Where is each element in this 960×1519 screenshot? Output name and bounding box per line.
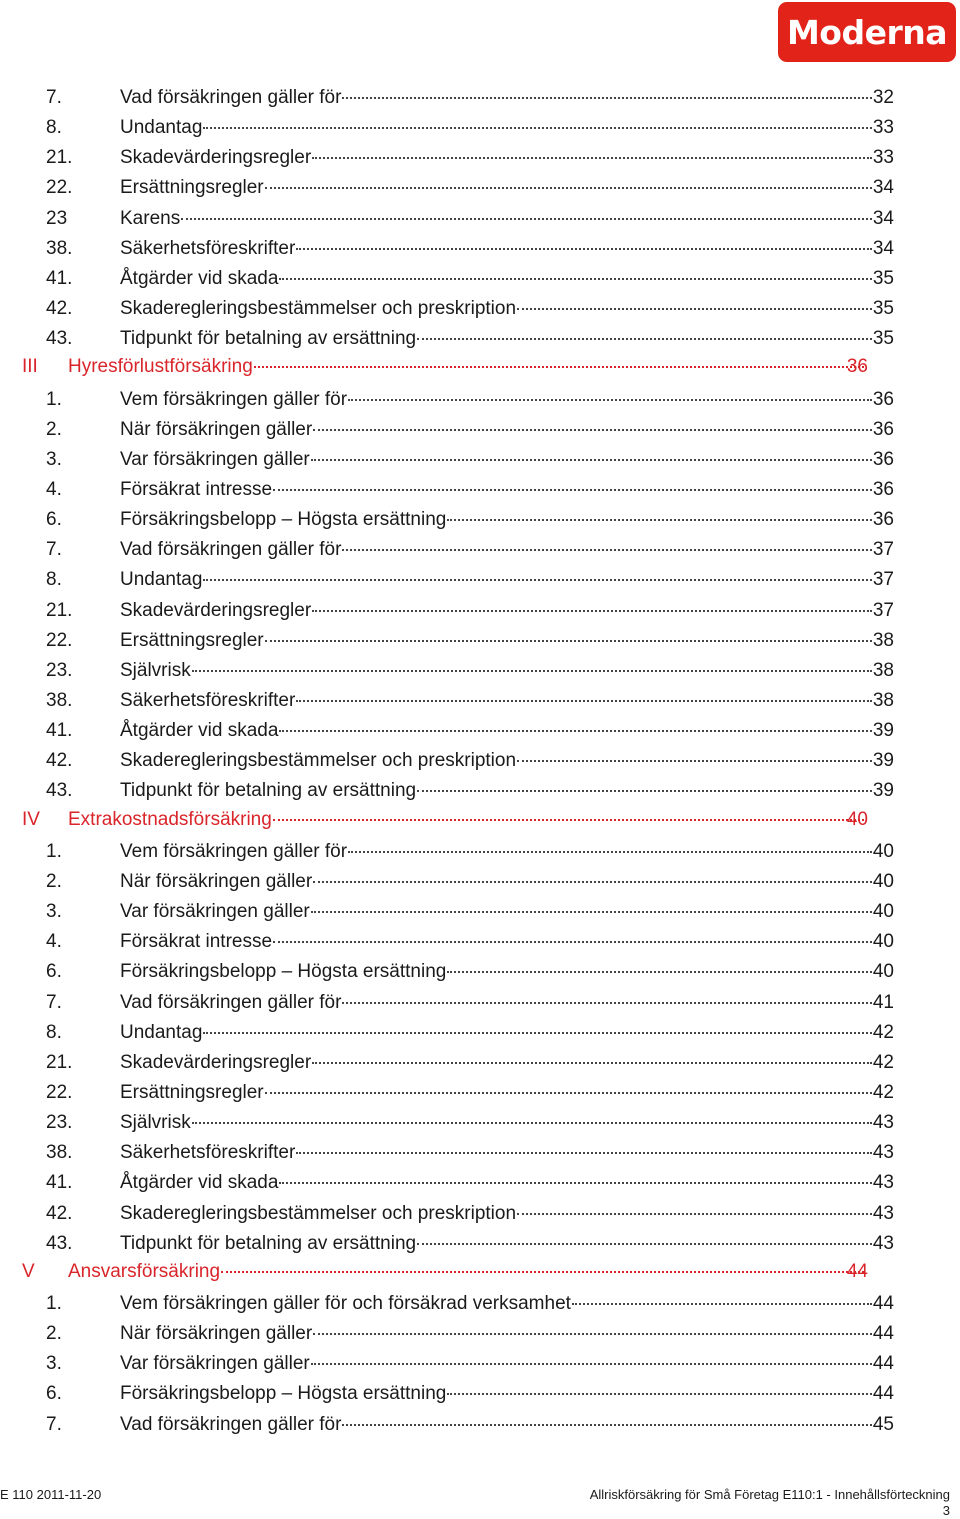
toc-entry-number: 1.	[46, 841, 62, 862]
toc-entry-page: 36	[872, 389, 894, 410]
toc-entry-title: Skadevärderingsregler	[120, 598, 311, 624]
toc-entry-page: 40	[872, 841, 894, 862]
toc-entry-number: 2.	[46, 1323, 62, 1344]
toc-entry[interactable]	[0, 1170, 960, 1196]
toc-entry-title: Säkerhetsföreskrifter	[120, 236, 295, 262]
toc-entry-number: 38.	[46, 238, 73, 259]
toc-entry-title-with-leader	[120, 85, 873, 111]
toc-entry[interactable]	[0, 598, 960, 624]
toc-entry-number: 41.	[46, 1172, 73, 1193]
toc-entry-page: 34	[872, 177, 894, 198]
dot-leader	[417, 786, 872, 792]
toc-entry-title-with-leader	[120, 1110, 873, 1136]
toc-entry[interactable]	[0, 1412, 960, 1438]
dot-leader	[265, 1088, 872, 1094]
toc-entry-title: Ersättningsregler	[120, 1080, 264, 1106]
toc-entry-number: 8.	[46, 569, 62, 590]
toc-entry-page: 43	[872, 1203, 894, 1224]
toc-entry-title-with-leader	[120, 296, 873, 322]
toc-entry-title: Undantag	[120, 567, 202, 593]
toc-entry-number: 7.	[46, 539, 62, 560]
toc-entry-number: 23.	[46, 660, 73, 681]
toc-entry-title: När försäkringen gäller	[120, 1321, 312, 1347]
toc-entry-number: 23	[46, 208, 68, 229]
toc-entry-page: 44	[846, 1261, 868, 1282]
toc-entry-number: 22.	[46, 630, 73, 651]
toc-entry-number: 43.	[46, 328, 73, 349]
toc-entry-title: Vem försäkringen gäller för	[120, 387, 347, 413]
toc-entry-page: 39	[872, 750, 894, 771]
toc-entry-page: 40	[872, 961, 894, 982]
toc-entry[interactable]	[0, 1381, 960, 1407]
toc-entry-title: Åtgärder vid skada	[120, 1170, 278, 1196]
toc-entry-title-with-leader	[120, 236, 873, 262]
toc-entry-page: 36	[872, 509, 894, 530]
toc-entry-page: 43	[872, 1112, 894, 1133]
toc-entry[interactable]	[0, 718, 960, 744]
toc-entry-title: Ansvarsförsäkring	[68, 1259, 220, 1285]
toc-section-heading[interactable]	[0, 1259, 960, 1285]
toc-entry-title: När försäkringen gäller	[120, 869, 312, 895]
toc-entry-page: 42	[872, 1022, 894, 1043]
toc-entry[interactable]	[0, 326, 960, 352]
toc-entry-title: Hyresförlustförsäkring	[68, 354, 253, 380]
toc-entry-title-with-leader	[120, 507, 873, 533]
toc-entry-title-with-leader	[120, 1291, 873, 1317]
toc-entry-page: 39	[872, 780, 894, 801]
toc-entry[interactable]	[0, 1231, 960, 1257]
toc-entry-title-with-leader	[120, 1231, 873, 1257]
toc-entry-title: Vad försäkringen gäller för	[120, 990, 341, 1016]
dot-leader	[311, 907, 872, 913]
toc-entry-title-with-leader	[120, 1020, 873, 1046]
toc-entry-title-with-leader	[120, 567, 873, 593]
toc-entry-title: Skaderegleringsbestämmelser och preskription	[120, 296, 516, 322]
toc-entry-title-with-leader	[68, 1259, 865, 1285]
dot-leader	[279, 726, 872, 732]
toc-entry[interactable]	[0, 296, 960, 322]
toc-entry-title: Vad försäkringen gäller för	[120, 1412, 341, 1438]
toc-entry-title-with-leader	[120, 206, 873, 232]
toc-entry-title-with-leader	[120, 1351, 873, 1377]
toc-entry-title: Försäkringsbelopp – Högsta ersättning	[120, 1381, 446, 1407]
toc-entry[interactable]	[0, 1080, 960, 1106]
dot-leader	[312, 1058, 872, 1064]
toc-entry-title-with-leader	[120, 839, 873, 865]
toc-entry-title-with-leader	[120, 1412, 873, 1438]
toc-entry-title-with-leader	[120, 778, 873, 804]
toc-entry-number: 43.	[46, 1233, 73, 1254]
toc-entry[interactable]	[0, 1140, 960, 1166]
toc-entry-number: 7.	[46, 87, 62, 108]
toc-entry-title: Tidpunkt för betalning av ersättning	[120, 326, 416, 352]
dot-leader	[192, 666, 872, 672]
toc-entry-title-with-leader	[120, 929, 873, 955]
dot-leader	[417, 1239, 872, 1245]
dot-leader	[254, 362, 864, 368]
toc-entry-page: 42	[872, 1052, 894, 1073]
toc-entry-title: Tidpunkt för betalning av ersättning	[120, 778, 416, 804]
toc-entry-title: Försäkringsbelopp – Högsta ersättning	[120, 959, 446, 985]
toc-entry-title-with-leader	[120, 1201, 873, 1227]
toc-entry[interactable]	[0, 959, 960, 985]
toc-entry[interactable]	[0, 1321, 960, 1347]
dot-leader	[312, 606, 872, 612]
toc-entry-title-with-leader	[120, 1381, 873, 1407]
toc-entry-number: 23.	[46, 1112, 73, 1133]
toc-entry-number: V	[22, 1261, 35, 1282]
toc-entry-title-with-leader	[120, 748, 873, 774]
toc-entry-title-with-leader	[120, 115, 873, 141]
toc-entry-number: 42.	[46, 750, 73, 771]
toc-entry-title: Vad försäkringen gäller för	[120, 537, 341, 563]
toc-entry-number: 4.	[46, 479, 62, 500]
toc-entry-page: 44	[872, 1323, 894, 1344]
toc-entry-title-with-leader	[120, 628, 873, 654]
toc-entry-number: 21.	[46, 147, 73, 168]
toc-entry-title-with-leader	[120, 387, 873, 413]
dot-leader	[221, 1267, 864, 1273]
dot-leader	[517, 756, 872, 762]
toc-entry-number: 21.	[46, 1052, 73, 1073]
toc-entry-title: När försäkringen gäller	[120, 417, 312, 443]
toc-entry-page: 35	[872, 328, 894, 349]
toc-entry-title-with-leader	[120, 658, 873, 684]
toc-entry-title-with-leader	[120, 1170, 873, 1196]
toc-section-heading[interactable]	[0, 354, 960, 380]
toc-entry-number: 6.	[46, 1383, 62, 1404]
toc-entry-number: 38.	[46, 690, 73, 711]
toc-entry-number: 8.	[46, 117, 62, 138]
toc-entry-title: Ersättningsregler	[120, 175, 264, 201]
toc-entry-title: Ersättningsregler	[120, 628, 264, 654]
toc-entry[interactable]	[0, 567, 960, 593]
toc-entry-title-with-leader	[120, 447, 873, 473]
dot-leader	[296, 244, 872, 250]
dot-leader	[348, 847, 872, 853]
toc-entry[interactable]	[0, 869, 960, 895]
toc-entry-page: 35	[872, 298, 894, 319]
footer-document-title: Allriskförsäkring för Små Företag E110:1 - Innehållsförteckning	[589, 1487, 950, 1502]
toc-entry[interactable]	[0, 839, 960, 865]
toc-entry-title: Skadevärderingsregler	[120, 145, 311, 171]
dot-leader	[447, 967, 872, 973]
toc-entry-title: Försäkrat intresse	[120, 477, 272, 503]
toc-entry-page: 33	[872, 117, 894, 138]
toc-entry-title: Åtgärder vid skada	[120, 266, 278, 292]
toc-entry[interactable]	[0, 115, 960, 141]
toc-entry-title-with-leader	[120, 718, 873, 744]
toc-entry-page: 43	[872, 1142, 894, 1163]
dot-leader	[517, 304, 872, 310]
toc-entry-title: Självrisk	[120, 658, 191, 684]
toc-entry[interactable]	[0, 206, 960, 232]
toc-entry-title-with-leader	[120, 175, 873, 201]
toc-entry-title-with-leader	[120, 537, 873, 563]
dot-leader	[572, 1299, 872, 1305]
toc-entry-page: 37	[872, 600, 894, 621]
toc-entry-title: Var försäkringen gäller	[120, 447, 310, 473]
toc-entry-title: Vem försäkringen gäller för	[120, 839, 347, 865]
toc-entry-title-with-leader	[120, 1140, 873, 1166]
toc-entry-title-with-leader	[120, 1321, 873, 1347]
toc-entry-number: 42.	[46, 298, 73, 319]
toc-entry-title-with-leader	[120, 959, 873, 985]
dot-leader	[265, 636, 872, 642]
dot-leader	[417, 334, 872, 340]
toc-entry-page: 40	[846, 809, 868, 830]
toc-entry-title-with-leader	[120, 688, 873, 714]
dot-leader	[312, 153, 872, 159]
toc-entry-title: Vem försäkringen gäller för och försäkrad verksamhet	[120, 1291, 571, 1317]
toc-entry-title-with-leader	[120, 326, 873, 352]
toc-entry-number: 38.	[46, 1142, 73, 1163]
toc-entry-page: 36	[872, 449, 894, 470]
toc-entry-number: 1.	[46, 389, 62, 410]
toc-entry-number: III	[22, 356, 38, 377]
toc-entry-title: Säkerhetsföreskrifter	[120, 688, 295, 714]
toc-entry-page: 43	[872, 1172, 894, 1193]
toc-entry-page: 44	[872, 1383, 894, 1404]
toc-entry-title-with-leader	[68, 354, 865, 380]
dot-leader	[342, 93, 872, 99]
toc-entry-title: Extrakostnadsförsäkring	[68, 807, 272, 833]
toc-entry-number: 3.	[46, 449, 62, 470]
toc-entry[interactable]	[0, 899, 960, 925]
toc-entry-title: Skaderegleringsbestämmelser och preskription	[120, 748, 516, 774]
toc-entry-number: 7.	[46, 992, 62, 1013]
toc-entry-title: Vad försäkringen gäller för	[120, 85, 341, 111]
toc-entry[interactable]	[0, 1291, 960, 1317]
dot-leader	[296, 1148, 872, 1154]
toc-entry[interactable]	[0, 477, 960, 503]
toc-entry-title: Skaderegleringsbestämmelser och preskription	[120, 1201, 516, 1227]
toc-entry-page: 34	[872, 238, 894, 259]
toc-entry-number: IV	[22, 809, 40, 830]
toc-entry[interactable]	[0, 537, 960, 563]
toc-entry-page: 40	[872, 901, 894, 922]
dot-leader	[273, 937, 872, 943]
toc-entry-title: Undantag	[120, 115, 202, 141]
toc-entry[interactable]	[0, 175, 960, 201]
toc-entry-number: 3.	[46, 1353, 62, 1374]
dot-leader	[313, 425, 872, 431]
toc-entry-number: 41.	[46, 268, 73, 289]
toc-entry-page: 38	[872, 630, 894, 651]
toc-entry-page: 32	[872, 87, 894, 108]
toc-entry[interactable]	[0, 236, 960, 262]
toc-entry-number: 2.	[46, 419, 62, 440]
dot-leader	[348, 395, 872, 401]
dot-leader	[447, 1389, 872, 1395]
toc-entry-page: 43	[872, 1233, 894, 1254]
toc-entry[interactable]	[0, 1351, 960, 1377]
toc-entry-page: 33	[872, 147, 894, 168]
page-number: 3	[942, 1503, 950, 1518]
dot-leader	[342, 1420, 872, 1426]
toc-entry-page: 39	[872, 720, 894, 741]
dot-leader	[192, 1118, 872, 1124]
toc-entry[interactable]	[0, 85, 960, 111]
toc-entry-title-with-leader	[120, 899, 873, 925]
toc-entry[interactable]	[0, 628, 960, 654]
toc-entry-number: 21.	[46, 600, 73, 621]
dot-leader	[313, 877, 872, 883]
dot-leader	[273, 815, 864, 821]
toc-entry-page: 36	[846, 356, 868, 377]
footer-document-id: E 110 2011-11-20	[0, 1487, 102, 1502]
dot-leader	[265, 183, 872, 189]
toc-entry-title-with-leader	[120, 477, 873, 503]
toc-entry-title-with-leader	[120, 145, 873, 171]
toc-entry-number: 8.	[46, 1022, 62, 1043]
toc-entry-title: Försäkringsbelopp – Högsta ersättning	[120, 507, 446, 533]
toc-entry[interactable]	[0, 266, 960, 292]
dot-leader	[273, 485, 872, 491]
toc-entry-page: 44	[872, 1353, 894, 1374]
toc-entry-number: 6.	[46, 509, 62, 530]
toc-entry-number: 3.	[46, 901, 62, 922]
toc-entry-title: Åtgärder vid skada	[120, 718, 278, 744]
toc-entry-page: 45	[872, 1414, 894, 1435]
toc-entry[interactable]	[0, 748, 960, 774]
dot-leader	[517, 1209, 872, 1215]
toc-entry-title: Karens	[120, 206, 180, 232]
toc-entry-page: 37	[872, 539, 894, 560]
toc-entry-page: 40	[872, 871, 894, 892]
toc-entry[interactable]	[0, 929, 960, 955]
toc-entry-number: 42.	[46, 1203, 73, 1224]
dot-leader	[203, 1028, 872, 1034]
toc-entry-title-with-leader	[120, 266, 873, 292]
toc-entry-page: 36	[872, 419, 894, 440]
toc-entry-title: Säkerhetsföreskrifter	[120, 1140, 295, 1166]
dot-leader	[311, 1359, 872, 1365]
toc-entry-page: 36	[872, 479, 894, 500]
dot-leader	[447, 515, 872, 521]
toc-entry[interactable]	[0, 1110, 960, 1136]
toc-entry-page: 37	[872, 569, 894, 590]
toc-entry-page: 40	[872, 931, 894, 952]
toc-entry[interactable]	[0, 658, 960, 684]
toc-entry-title: Försäkrat intresse	[120, 929, 272, 955]
toc-entry-page: 38	[872, 690, 894, 711]
toc-entry[interactable]	[0, 778, 960, 804]
toc-entry-title: Undantag	[120, 1020, 202, 1046]
toc-entry-title-with-leader	[120, 869, 873, 895]
logo-text: Moderna	[786, 12, 948, 52]
toc-entry[interactable]	[0, 447, 960, 473]
toc-entry-title-with-leader	[120, 417, 873, 443]
toc-entry-number: 7.	[46, 1414, 62, 1435]
toc-entry[interactable]	[0, 1201, 960, 1227]
toc-entry-page: 44	[872, 1293, 894, 1314]
toc-entry-number: 43.	[46, 780, 73, 801]
toc-entry-number: 22.	[46, 1082, 73, 1103]
dot-leader	[296, 696, 872, 702]
toc-entry[interactable]	[0, 1020, 960, 1046]
toc-entry[interactable]	[0, 507, 960, 533]
toc-entry-number: 22.	[46, 177, 73, 198]
moderna-logo	[778, 2, 956, 62]
toc-entry[interactable]	[0, 145, 960, 171]
toc-entry-number: 2.	[46, 871, 62, 892]
toc-entry-page: 42	[872, 1082, 894, 1103]
toc-entry-page: 41	[872, 992, 894, 1013]
dot-leader	[203, 575, 872, 581]
dot-leader	[279, 1178, 872, 1184]
toc-entry-number: 1.	[46, 1293, 62, 1314]
toc-entry[interactable]	[0, 417, 960, 443]
toc-entry-title-with-leader	[120, 1050, 873, 1076]
toc-entry-title-with-leader	[120, 598, 873, 624]
toc-entry[interactable]	[0, 688, 960, 714]
toc-entry-number: 6.	[46, 961, 62, 982]
toc-entry-page: 34	[872, 208, 894, 229]
toc-entry-number: 41.	[46, 720, 73, 741]
toc-entry-title: Var försäkringen gäller	[120, 1351, 310, 1377]
dot-leader	[342, 545, 872, 551]
toc-entry-title-with-leader	[120, 990, 873, 1016]
dot-leader	[279, 274, 872, 280]
dot-leader	[313, 1329, 872, 1335]
toc-entry-title-with-leader	[120, 1080, 873, 1106]
toc-entry-number: 4.	[46, 931, 62, 952]
toc-entry[interactable]	[0, 1050, 960, 1076]
toc-entry[interactable]	[0, 990, 960, 1016]
dot-leader	[342, 998, 872, 1004]
toc-entry-title: Tidpunkt för betalning av ersättning	[120, 1231, 416, 1257]
toc-entry-page: 38	[872, 660, 894, 681]
toc-section-heading[interactable]	[0, 807, 960, 833]
dot-leader	[203, 123, 872, 129]
dot-leader	[181, 214, 872, 220]
toc-entry-page: 35	[872, 268, 894, 289]
toc-entry-title-with-leader	[68, 807, 865, 833]
toc-entry[interactable]	[0, 387, 960, 413]
toc-entry-title: Självrisk	[120, 1110, 191, 1136]
toc-entry-title: Skadevärderingsregler	[120, 1050, 311, 1076]
toc-entry-title: Var försäkringen gäller	[120, 899, 310, 925]
dot-leader	[311, 455, 872, 461]
